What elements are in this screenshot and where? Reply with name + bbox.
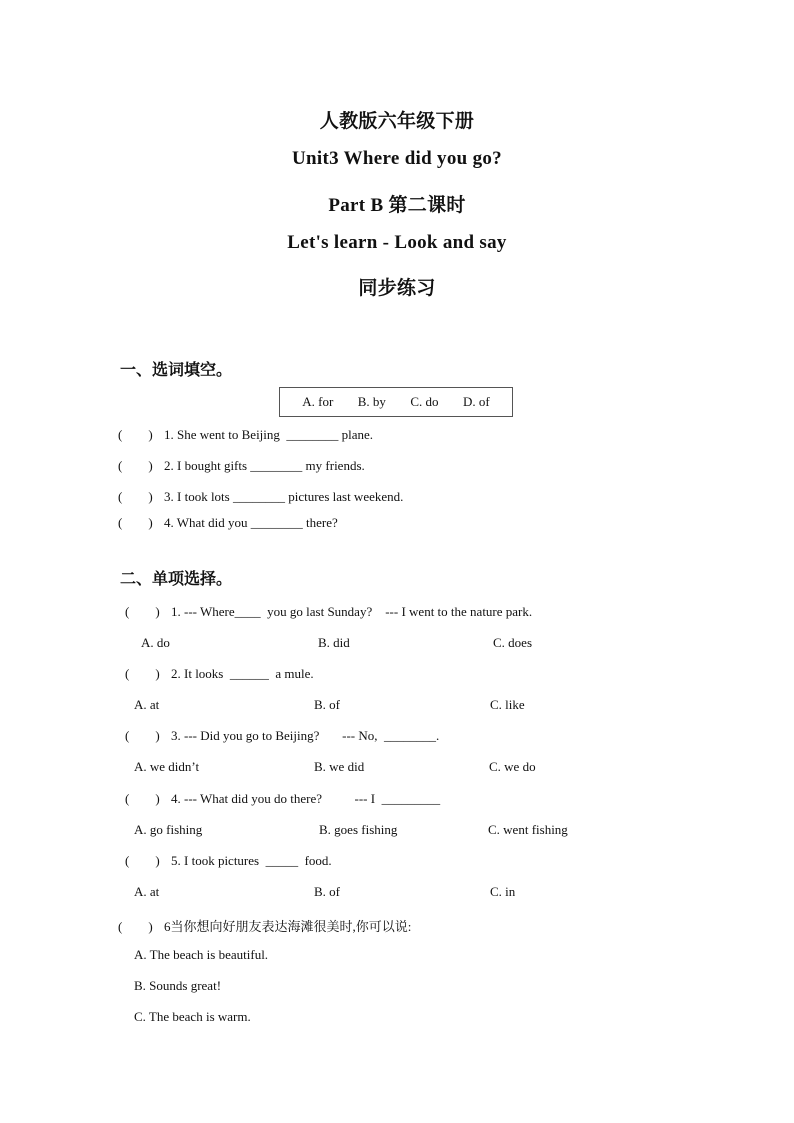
fill-question-text: 4. What did you ________ there? [164,515,338,530]
choice-b: B. did [318,635,350,650]
choice-c: C. The beach is warm. [134,1009,251,1024]
mc-question: ( ) 1. --- Where____ you go last Sunday? --- I went to the nature park. [125,604,533,619]
mc-question: ( ) 2. It looks ______ a mule. [125,666,314,681]
title-grade: 人教版六年级下册 [319,111,475,132]
mc-question-text: 3. --- Did you go to Beijing? --- No, ________. [171,728,440,743]
choice-c: C. went fishing [488,822,568,837]
choice-a: A. The beach is beautiful. [134,947,269,962]
fill-question: ( ) 3. I took lots ________ pictures last weekend. [118,489,404,504]
section1-title: 一、选词填空。 [120,360,233,379]
choice-a: A. at [134,697,160,712]
title-unit: Unit3 Where did you go? [292,148,502,169]
fill-question-text: 1. She went to Beijing ________ plane. [164,427,374,442]
fill-question: ( ) 2. I bought gifts ________ my friends. [118,458,365,473]
fill-question: ( ) 4. What did you ________ there? [118,515,338,530]
mc-question-text: 4. --- What did you do there? --- I _________ [171,791,441,806]
choice-a: A. at [134,884,160,899]
mc-question-text: 1. --- Where____ you go last Sunday? --- I went to the nature park. [171,604,533,619]
mc-question: ( ) 4. --- What did you do there? --- I _________ [125,791,441,806]
mc-question-text: 5. I took pictures _____ food. [171,853,332,868]
choice-b: B. goes fishing [319,822,398,837]
title-part: Part B 第二课时 [328,195,466,216]
section2-title: 二、单项选择。 [120,569,233,588]
title-practice: 同步练习 [358,278,436,299]
choice-c: C. like [490,697,525,712]
choice-b: B. we did [314,759,365,774]
mc-question-text: 6当你想向好朋友表达海滩很美时,你可以说: [164,919,412,934]
fill-question-text: 2. I bought gifts ________ my friends. [164,458,365,473]
mc-question-text: 2. It looks ______ a mule. [171,666,314,681]
fill-question-text: 3. I took lots ________ pictures last weekend. [164,489,404,504]
word-option: B. by [357,394,386,409]
word-options-box [279,387,513,417]
choice-a: A. we didn’t [134,759,200,774]
choice-a: A. do [141,635,170,650]
mc-question: ( ) 3. --- Did you go to Beijing? --- No, ________. [125,728,440,743]
choice-b: B. Sounds great! [134,978,222,993]
choice-b: B. of [314,697,340,712]
word-option: A. for [302,394,334,409]
fill-question: ( ) 1. She went to Beijing ________ plane. [118,427,374,442]
mc-question: ( ) 5. I took pictures _____ food. [125,853,332,868]
choice-b: B. of [314,884,340,899]
choice-c: C. does [493,635,532,650]
word-option: C. do [410,394,439,409]
title-lesson: Let's learn - Look and say [287,232,507,253]
choice-c: C. we do [489,759,536,774]
word-option: D. of [463,394,490,409]
mc-question: ( ) 6当你想向好朋友表达海滩很美时,你可以说: [118,919,412,934]
choice-a: A. go fishing [134,822,203,837]
choice-c: C. in [490,884,516,899]
